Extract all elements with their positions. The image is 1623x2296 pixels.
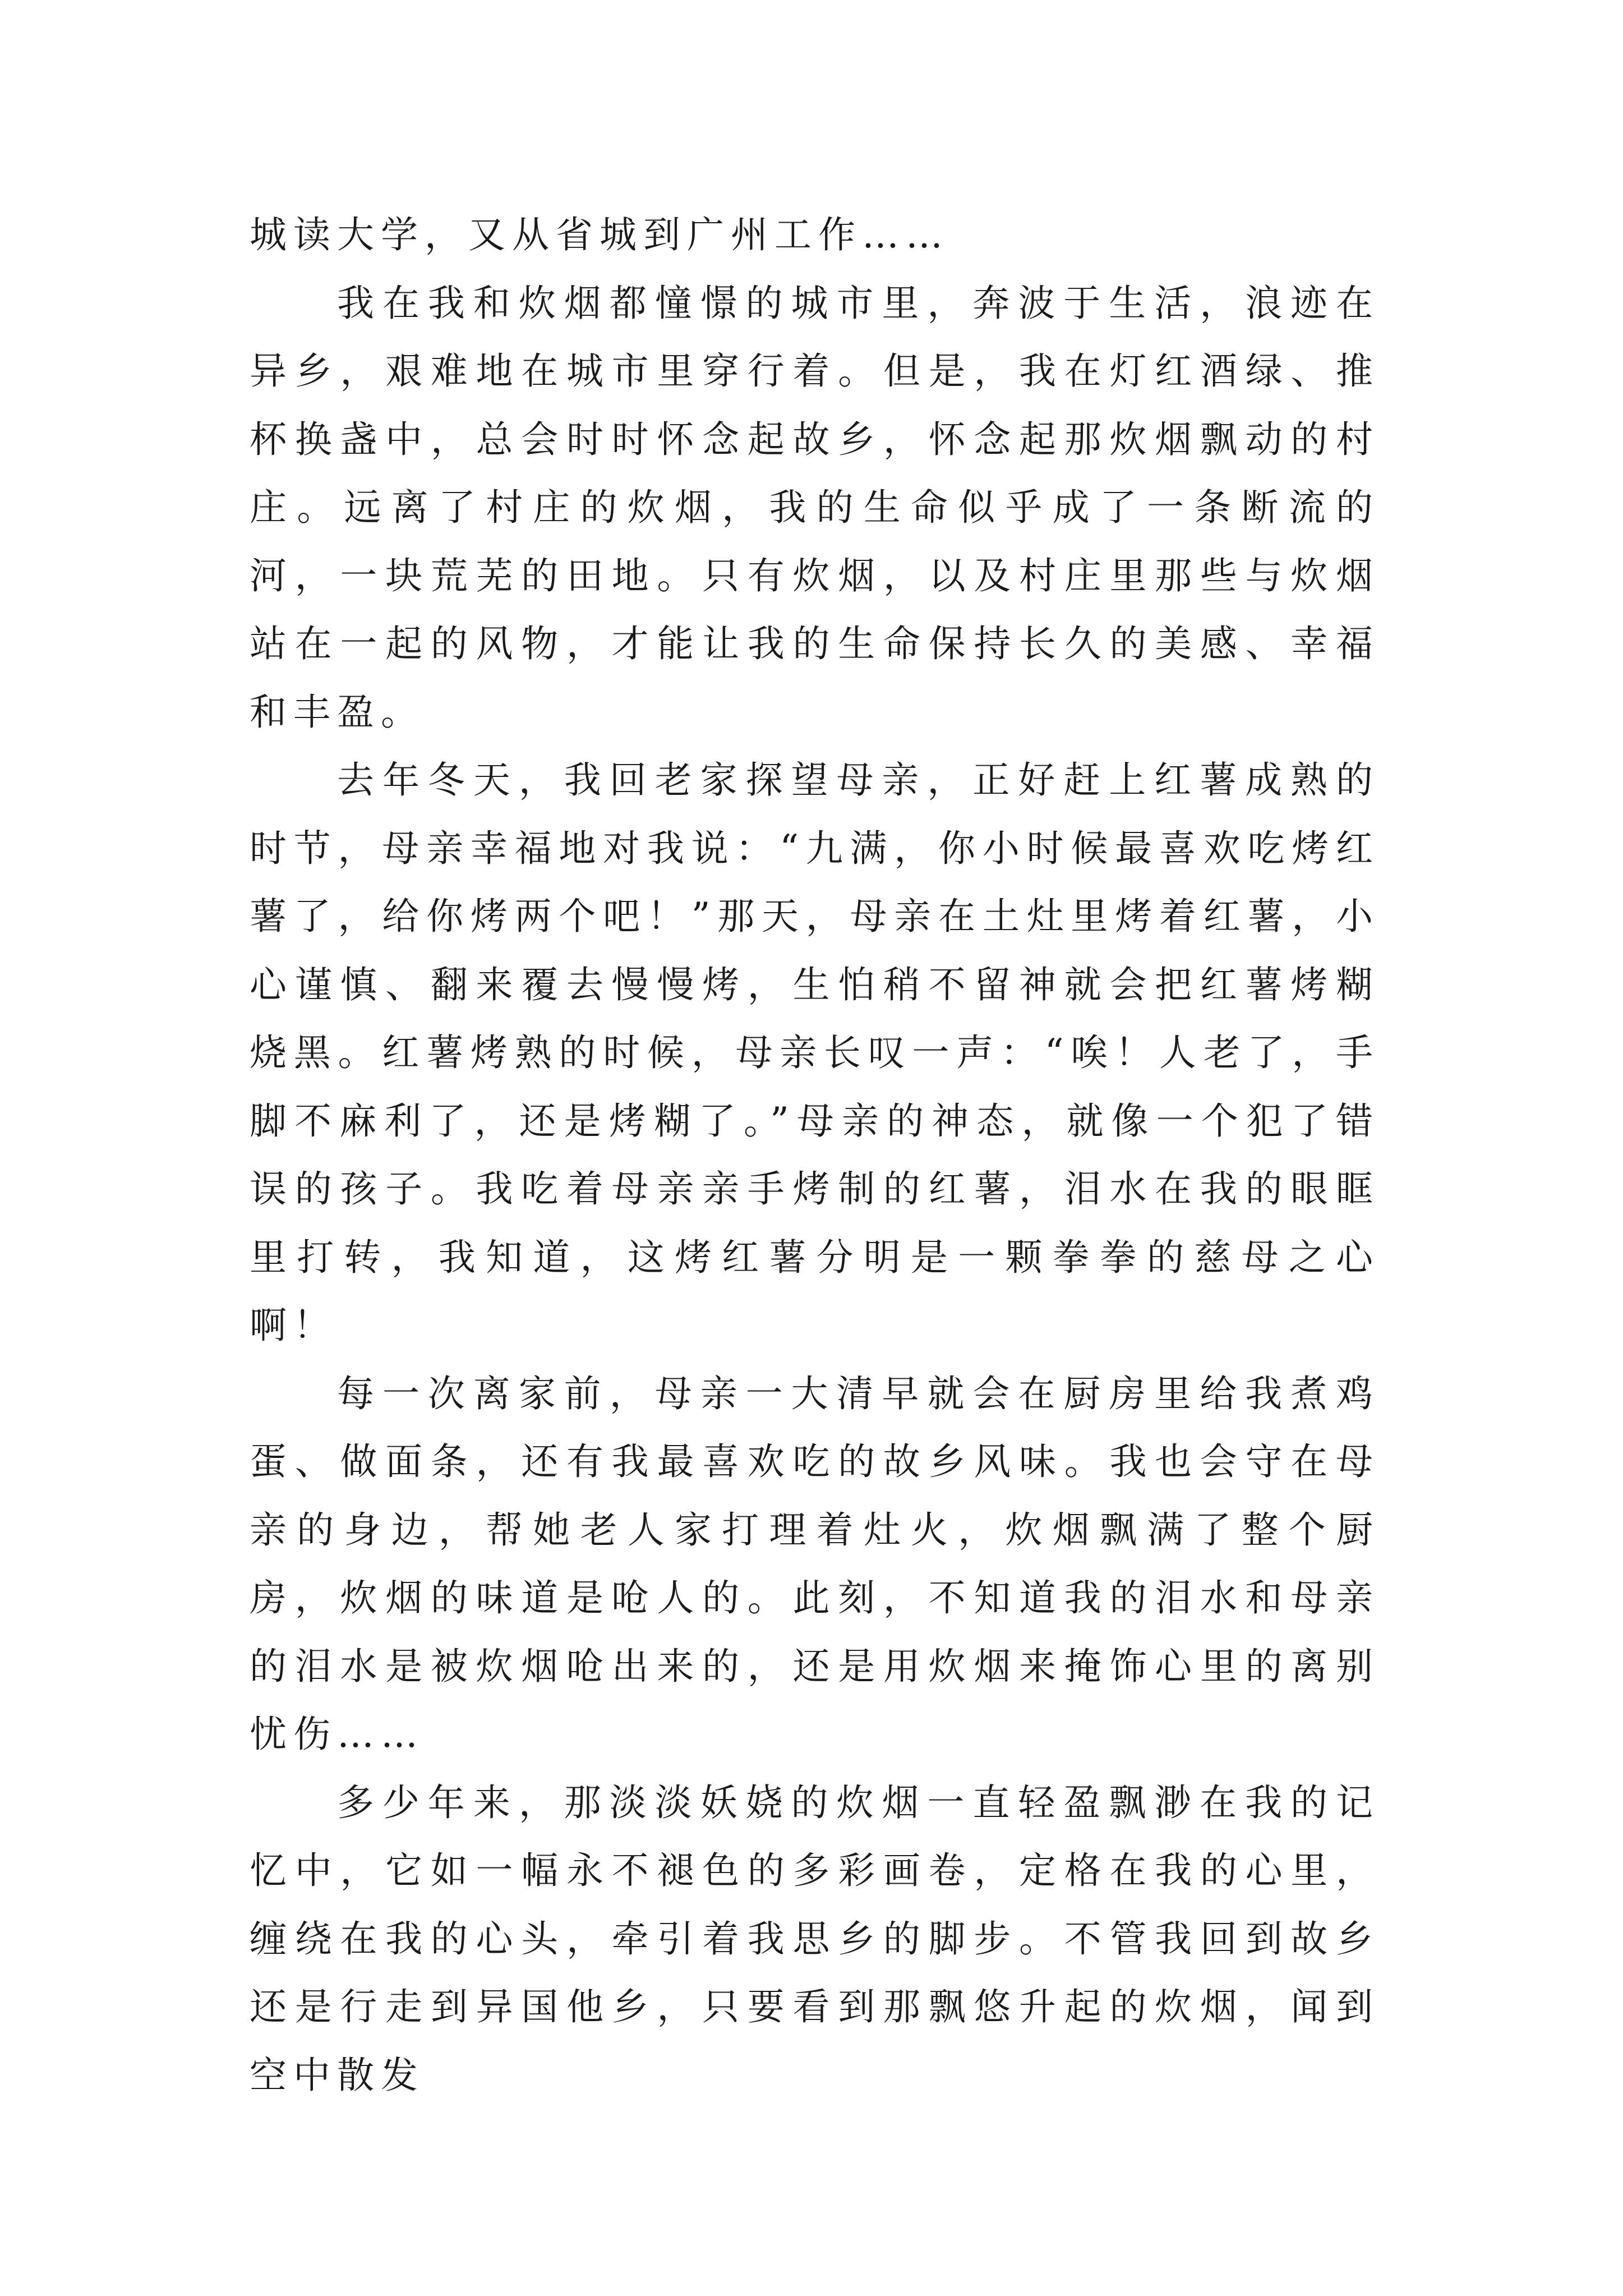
paragraph-5: 多少年来，那淡淡妖娆的炊烟一直轻盈飘渺在我的记忆中，它如一幅永不褪色的多彩画卷，定格在我的心里，缠绕在我的心头，牵引着我思乡的脚步。不管我回到故乡还是行走到异国他乡，只要看到那飘悠升起的炊烟，闻到空中散发 <box>250 1780 1380 2097</box>
paragraph-4: 每一次离家前，母亲一大清早就会在厨房里给我煮鸡蛋、做面条，还有我最喜欢吃的故乡风味。我也会守在母亲的身边，帮她老人家打理着灶火，炊烟飘满了整个厨房，炊烟的味道是呛人的。此刻，不知道我的泪水和母亲的泪水是被炊烟呛出来的，还是用炊烟来掩饰心里的离别忧伤…… <box>250 1372 1380 1756</box>
paragraph-1: 城读大学，又从省城到广州工作…… <box>250 213 949 256</box>
paragraph-2: 我在我和炊烟都憧憬的城市里，奔波于生活，浪迹在异乡，艰难地在城市里穿行着。但是，我在灯红酒绿、推杯换盏中，总会时时怀念起故乡，怀念起那炊烟飘动的村庄。远离了村庄的炊烟，我的生命似乎成了一条断流的河，一块荒芜的田地。只有炊烟，以及村庄里那些与炊烟站在一起的风物，才能让我的生命保持长久的美感、幸福和丰盈。 <box>250 281 1380 734</box>
body-text <box>250 201 1380 2109</box>
paragraph-3: 去年冬天，我回老家探望母亲，正好赶上红薯成熟的时节，母亲幸福地对我说：“九满，你小时候最喜欢吃烤红薯了，给你烤两个吧！”那天，母亲在土灶里烤着红薯，小心谨慎、翻来覆去慢慢烤，生怕稍不留神就会把红薯烤糊烧黑。红薯烤熟的时候，母亲长叹一声：“唉！人老了，手脚不麻利了，还是烤糊了。”母亲的神态，就像一个犯了错误的孩子。我吃着母亲亲手烤制的红薯，泪水在我的眼眶里打转，我知道，这烤红薯分明是一颗拳拳的慈母之心啊！ <box>250 758 1380 1347</box>
